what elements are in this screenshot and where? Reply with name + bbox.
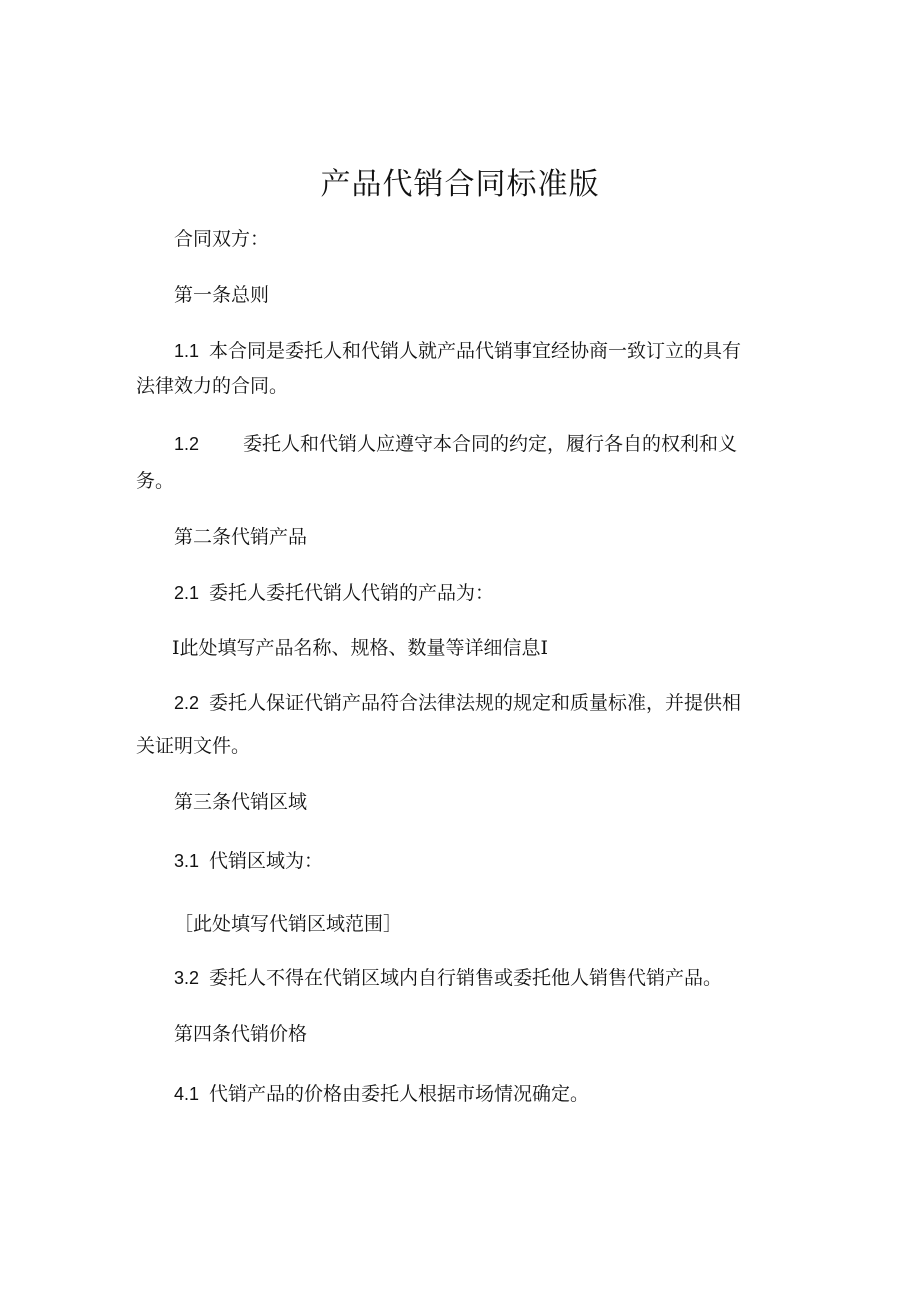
clause-number: 3.2: [174, 968, 200, 988]
clause-number: 2.1: [174, 583, 200, 603]
clause-number: 1.1: [174, 341, 200, 361]
clause-text: 委托人保证代销产品符合法律法规的规定和质量标准，并提供相: [209, 692, 742, 714]
clause-number: 4.1: [174, 1084, 200, 1104]
document-title: 产品代销合同标准版: [320, 167, 600, 202]
clause-2-1: [174, 580, 494, 606]
product-placeholder: I此处填写产品名称、规格、数量等详细信息I: [172, 637, 549, 659]
article-1-heading: 第一条总则: [174, 284, 270, 306]
clause-text: 代销产品的价格由委托人根据市场情况确定。: [209, 1083, 590, 1105]
clause-3-1: [174, 848, 323, 874]
clause-4-1: [174, 1081, 589, 1107]
article-4-heading: 第四条代销价格: [174, 1023, 308, 1045]
article-3-heading: 第三条代销区域: [174, 791, 308, 813]
clause-number: 2.2: [174, 693, 200, 713]
clause-text: 委托人不得在代销区域内自行销售或委托他人销售代销产品。: [209, 967, 723, 989]
article-2-heading: 第二条代销产品: [174, 526, 308, 548]
clause-2-2-continuation: 关证明文件。: [136, 735, 251, 757]
clause-text: 代销区域为：: [209, 850, 324, 872]
clause-2-2: [174, 690, 741, 716]
region-placeholder: ［此处填写代销区域范围］: [174, 913, 403, 935]
clause-number: 1.2: [174, 434, 200, 454]
clause-1-1: [174, 338, 741, 364]
clause-3-2: [174, 965, 722, 991]
clause-1-2-continuation: 务。: [136, 470, 175, 492]
clause-1-1-continuation: 法律效力的合同。: [136, 375, 289, 397]
clause-1-2: [174, 431, 737, 457]
clause-text: 本合同是委托人和代销人就产品代销事宜经协商一致订立的具有: [209, 340, 742, 362]
clause-number: 3.1: [174, 851, 200, 871]
clause-text: 委托人和代销人应遵守本合同的约定，履行各自的权利和义: [243, 433, 738, 455]
clause-text: 委托人委托代销人代销的产品为：: [209, 582, 495, 604]
parties-label: 合同双方：: [174, 228, 270, 250]
